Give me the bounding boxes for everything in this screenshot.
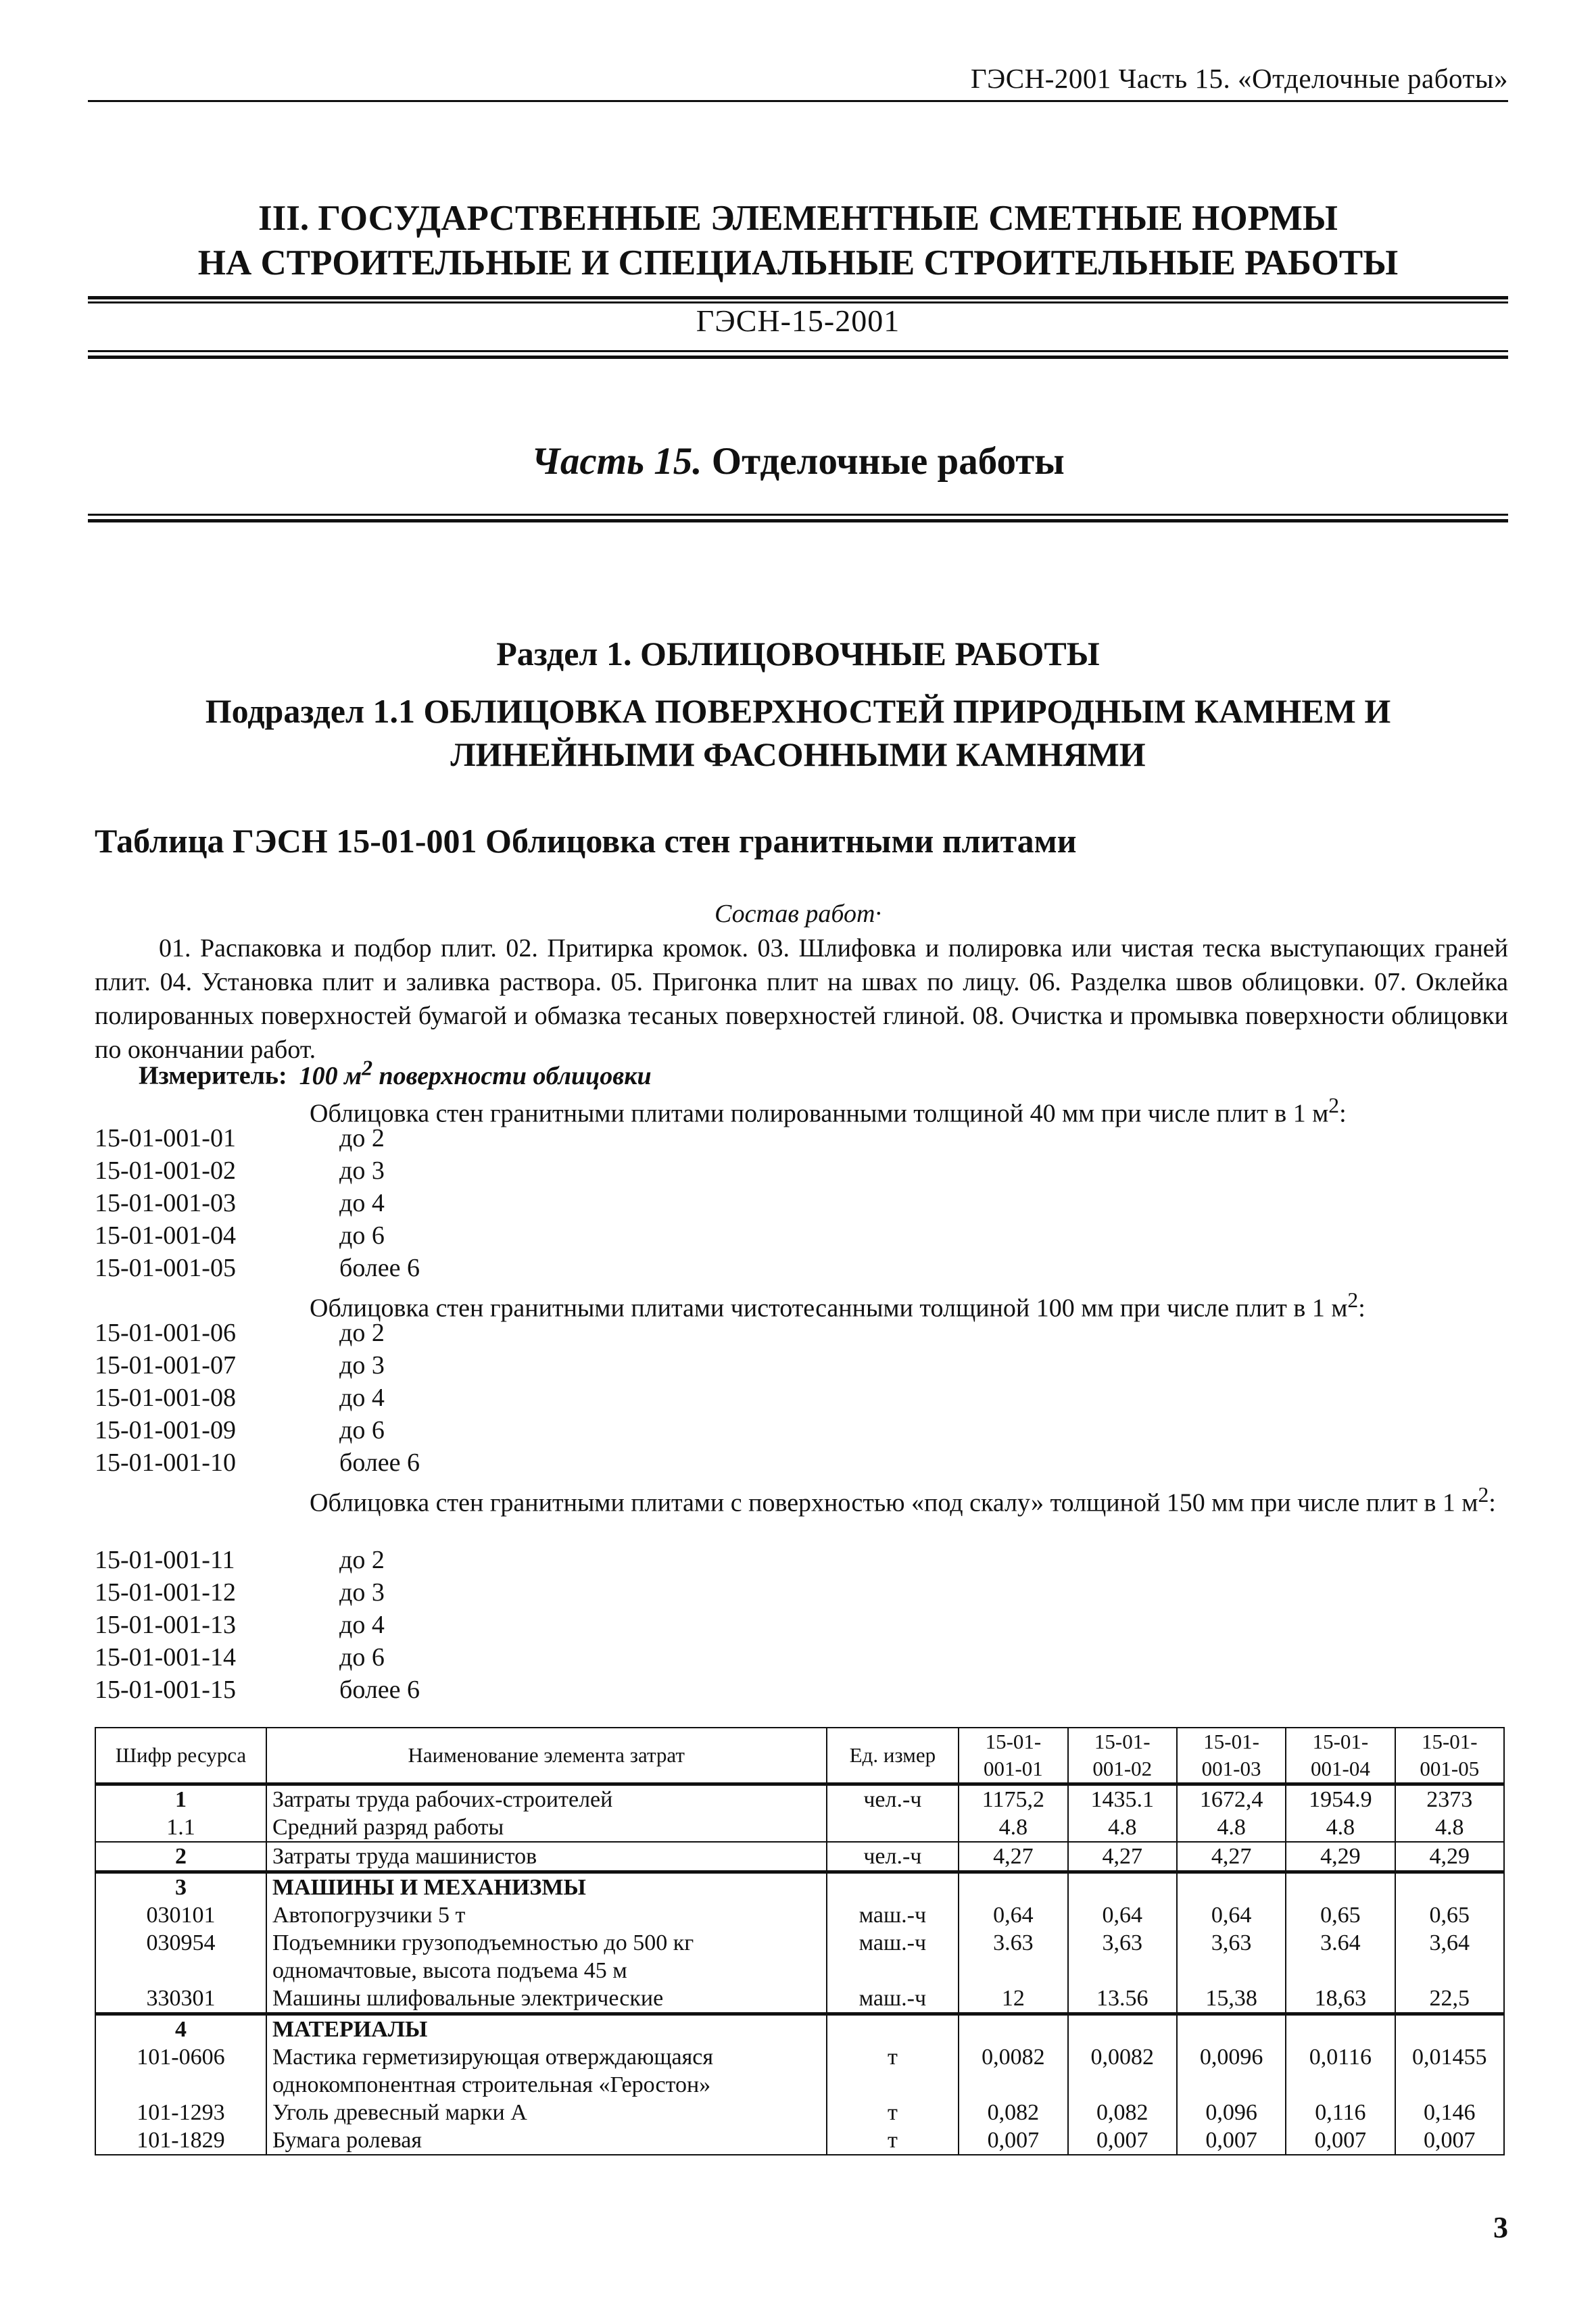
table-row: 030101 Автопогрузчики 5 т маш.-ч 0,64 0,64 0,64 0,65 0,65 (95, 1901, 1504, 1929)
norm-code: 15-01-001-07 (95, 1351, 236, 1380)
norm-row (95, 1641, 385, 1674)
norm-row (95, 1544, 385, 1576)
norm-code: 15-01-001-09 (95, 1416, 236, 1444)
header-unit: Ед. измер (827, 1728, 959, 1784)
norm-text: до 6 (339, 1416, 385, 1444)
norm-text: до 3 (339, 1351, 385, 1380)
header-col: 15-01- 001-03 (1177, 1728, 1286, 1784)
norm-code: 15-01-001-03 (95, 1189, 236, 1217)
norm-row (95, 1609, 385, 1641)
measure-value: 100 $м^2$ поверхности облицовки (299, 1056, 652, 1090)
header-col: 15-01- 001-05 (1395, 1728, 1504, 1784)
main-title (88, 196, 1508, 285)
table-header-row (95, 1728, 1504, 1784)
table-row: 101-1293 Уголь древесный марки А т 0,082 0,082 0,096 0,116 0,146 (95, 2099, 1504, 2126)
subsection-title (88, 689, 1508, 776)
header-rule (88, 100, 1508, 102)
section-title: Раздел 1. ОБЛИЦОВОЧНЫЕ РАБОТЫ (496, 635, 1100, 673)
running-header: ГЭСН-2001 Часть 15. «Отделочные работы» (970, 63, 1508, 94)
norm-text: до 6 (339, 1643, 385, 1672)
norms-code: ГЭСН-15-2001 (696, 303, 900, 338)
norm-row (95, 1576, 385, 1609)
rule-bottom-inner (88, 514, 1508, 516)
table-row: 101-1829 Бумага ролевая т 0,007 0,007 0,007 0,007 0,007 (95, 2126, 1504, 2155)
norm-group-title: Облицовка стен гранитными плитами полированными толщиной 40 мм при числе плит в 1 $м^2$: (310, 1094, 1347, 1128)
norm-text: до 4 (339, 1611, 385, 1639)
norm-row (95, 1382, 385, 1414)
norm-text: до 2 (339, 1124, 385, 1152)
norm-text: до 6 (339, 1221, 385, 1250)
norm-row (95, 1446, 420, 1479)
rule-mid-inner (88, 350, 1508, 352)
header-col: 15-01- 001-04 (1286, 1728, 1395, 1784)
norm-code: 15-01-001-05 (95, 1254, 236, 1282)
measure-label: Измеритель: (139, 1061, 287, 1090)
norm-text: более 6 (339, 1254, 420, 1282)
norm-text: до 2 (339, 1546, 385, 1574)
part-name: Отделочные работы (711, 440, 1065, 483)
works-description: 01. Распаковка и подбор плит. 02. Притирка кромок. 03. Шлифовка и полировка или чистая теска выступающих граней плит. 04. Установка плит и заливка раствора. 05. Пригонка плит на швах по лицу. 06. Разделка швов облицовки. 07. Оклейка полированных поверхностей бумагой и обмазка тесаных поверхностей глиной. 08. Очистка и промывка поверхности облицовки по окончании работ. (95, 934, 1508, 1064)
norm-text: более 6 (339, 1676, 420, 1704)
norm-code: 15-01-001-02 (95, 1156, 236, 1185)
norm-text: до 2 (339, 1319, 385, 1347)
norm-group-title: Облицовка стен гранитными плитами с поверхностью «под скалу» толщиной 150 мм при числе плит в 1 $м^2$: (310, 1483, 1496, 1517)
norm-code: 15-01-001-01 (95, 1124, 236, 1152)
norm-row (95, 1219, 385, 1252)
rule-top-outer (88, 296, 1508, 299)
norm-code: 15-01-001-10 (95, 1448, 236, 1477)
norm-row (95, 1122, 385, 1154)
norm-text: более 6 (339, 1448, 420, 1477)
norm-text: до 4 (339, 1189, 385, 1217)
table-row: 101-0606 Мастика герметизирующая отверждающаяся однокомпонентная строительная «Геростон» т 0,0082 0,0082 0,0096 0,0116 0,01455 (95, 2043, 1504, 2099)
table-group-heading: 4 МАТЕРИАЛЫ (95, 2014, 1504, 2044)
header-name: Наименование элемента затрат (266, 1728, 827, 1784)
norm-row (95, 1349, 385, 1382)
table-title: Таблица ГЭСН 15-01-001 Облицовка стен гранитными плитами (95, 822, 1077, 860)
norm-code: 15-01-001-04 (95, 1221, 236, 1250)
norm-text: до 3 (339, 1578, 385, 1607)
page-number: 3 (1493, 2211, 1508, 2244)
table-row: 2 Затраты труда машинистов чел.-ч 4,27 4,27 4,27 4,29 4,29 (95, 1842, 1504, 1872)
subsection-line-1: Подраздел 1.1 ОБЛИЦОВКА ПОВЕРХНОСТЕЙ ПРИРОДНЫМ КАМНЕМ И (205, 692, 1391, 730)
header-col: 15-01- 001-02 (1068, 1728, 1177, 1784)
table-row: 1.1 Средний разряд работы 4.8 4.8 4.8 4.8 4.8 (95, 1813, 1504, 1842)
norm-code: 15-01-001-08 (95, 1384, 236, 1412)
norm-row (95, 1674, 420, 1706)
table-row: 1 Затраты труда рабочих-строителей чел.-ч 1175,2 1435.1 1672,4 1954.9 2373 (95, 1784, 1504, 1814)
norm-row (95, 1317, 385, 1349)
norm-code: 15-01-001-12 (95, 1578, 236, 1607)
norm-row (95, 1414, 385, 1446)
part-prefix: Часть 15. (531, 440, 702, 483)
resource-table (95, 1727, 1505, 2155)
main-title-line-1: III. ГОСУДАРСТВЕННЫЕ ЭЛЕМЕНТНЫЕ СМЕТНЫЕ НОРМЫ (258, 199, 1338, 238)
header-col: 15-01- 001-01 (959, 1728, 1067, 1784)
norm-code: 15-01-001-14 (95, 1643, 236, 1672)
measure-unit (139, 1056, 652, 1091)
norm-code: 15-01-001-11 (95, 1546, 235, 1574)
norm-text: до 4 (339, 1384, 385, 1412)
rule-mid-outer (88, 356, 1508, 359)
norm-group-title: Облицовка стен гранитными плитами чистотесанными толщиной 100 мм при числе плит в 1 $м^2$: (310, 1288, 1365, 1323)
norm-code: 15-01-001-13 (95, 1611, 236, 1639)
norm-row (95, 1187, 385, 1219)
subsection-line-2: ЛИНЕЙНЫМИ ФАСОННЫМИ КАМНЯМИ (450, 735, 1146, 773)
works-heading: Состав работ· (715, 900, 881, 928)
part-title (88, 439, 1508, 483)
norm-code: 15-01-001-15 (95, 1676, 236, 1704)
rule-bottom-outer (88, 519, 1508, 522)
main-title-line-2: НА СТРОИТЕЛЬНЫЕ И СПЕЦИАЛЬНЫЕ СТРОИТЕЛЬНЫЕ РАБОТЫ (197, 243, 1399, 283)
norm-row (95, 1252, 420, 1284)
table-row: 030954 Подъемники грузоподъемностью до 500 кг одномачтовые, высота подъема 45 м маш.-ч 3.63 3,63 3,63 3.64 3,64 (95, 1929, 1504, 1984)
norm-code: 15-01-001-06 (95, 1319, 236, 1347)
table-group-heading: 3 МАШИНЫ И МЕХАНИЗМЫ (95, 1872, 1504, 1902)
header-code: Шифр ресурса (95, 1728, 266, 1784)
table-row: 330301 Машины шлифовальные электрические маш.-ч 12 13.56 15,38 18,63 22,5 (95, 1984, 1504, 2014)
norm-text: до 3 (339, 1156, 385, 1185)
norm-row (95, 1154, 385, 1187)
